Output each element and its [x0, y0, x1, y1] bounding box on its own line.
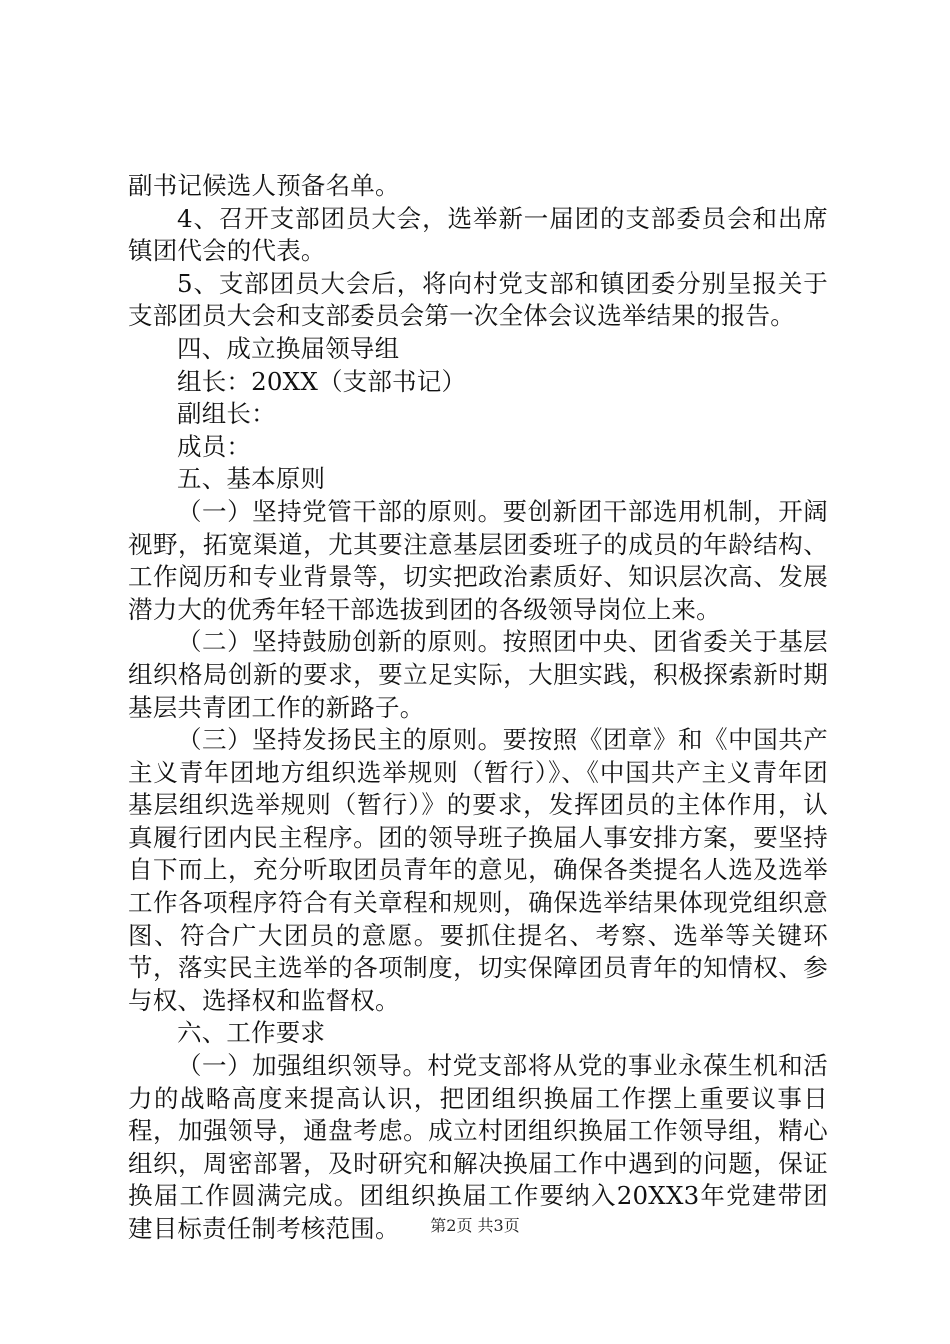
page-footer: 第2页 共3页 — [430, 1216, 520, 1235]
paragraph: （一）坚持党管干部的原则。要创新团干部选用机制，开阔视野，拓宽渠道，尤其要注意基层团委班子的成员的年龄结构、工作阅历和专业背景等，切实把政治素质好、知识层次高、发展潜力大的优秀年轻干部选拔到团的各级领导岗位上来。 — [128, 496, 828, 624]
paragraph: 成员： — [177, 431, 252, 461]
section-heading: 四、成立换届领导组 — [177, 333, 400, 363]
paragraph: （二）坚持鼓励创新的原则。按照团中央、团省委关于基层组织格局创新的要求，要立足实际，大胆实践，积极探索新时期基层共青团工作的新路子。 — [128, 627, 828, 722]
paragraph: 5、支部团员大会后，将向村党支部和镇团委分别呈报关于支部团员大会和支部委员会第一次全体会议选举结果的报告。 — [128, 268, 828, 331]
section-heading: 六、工作要求 — [177, 1018, 326, 1048]
paragraph: 副书记候选人预备名单。 — [128, 171, 400, 200]
paragraph: 4、召开支部团员大会，选举新一届团的支部委员会和出席镇团代会的代表。 — [128, 203, 828, 266]
paragraph: 组长：20XX（支部书记） — [177, 366, 467, 396]
paragraph: （一）加强组织领导。村党支部将从党的事业永葆生机和活力的战略高度来提高认识，把团组织换届工作摆上重要议事日程，加强领导，通盘考虑。成立村团组织换届工作领导组，精心组织，周密部署，及时研究和解决换届工作中遇到的问题，保证换届工作圆满完成。团组织换届工作要纳入20XX3年党建带团建目标责任制考核范围。 — [128, 1051, 828, 1243]
paragraph: 副组长： — [177, 399, 276, 429]
paragraph: （三）坚持发扬民主的原则。要按照《团章》和《中国共产主义青年团地方组织选举规则（暂行）》、《中国共产主义青年团基层组织选举规则（暂行）》的要求，发挥团员的主体作用，认真履行团内民主程序。团的领导班子换届人事安排方案，要坚持自下而上，充分听取团员青年的意见，确保各类提名人选及选举工作各项程序符合有关章程和规则，确保选举结果体现党组织意图、符合广大团员的意愿。要抓住提名、考察、选举等关键环节，落实民主选举的各项制度，切实保障团员青年的知情权、参与权、选择权和监督权。 — [128, 725, 828, 1015]
document-body — [128, 170, 828, 1246]
section-heading: 五、基本原则 — [177, 464, 326, 494]
